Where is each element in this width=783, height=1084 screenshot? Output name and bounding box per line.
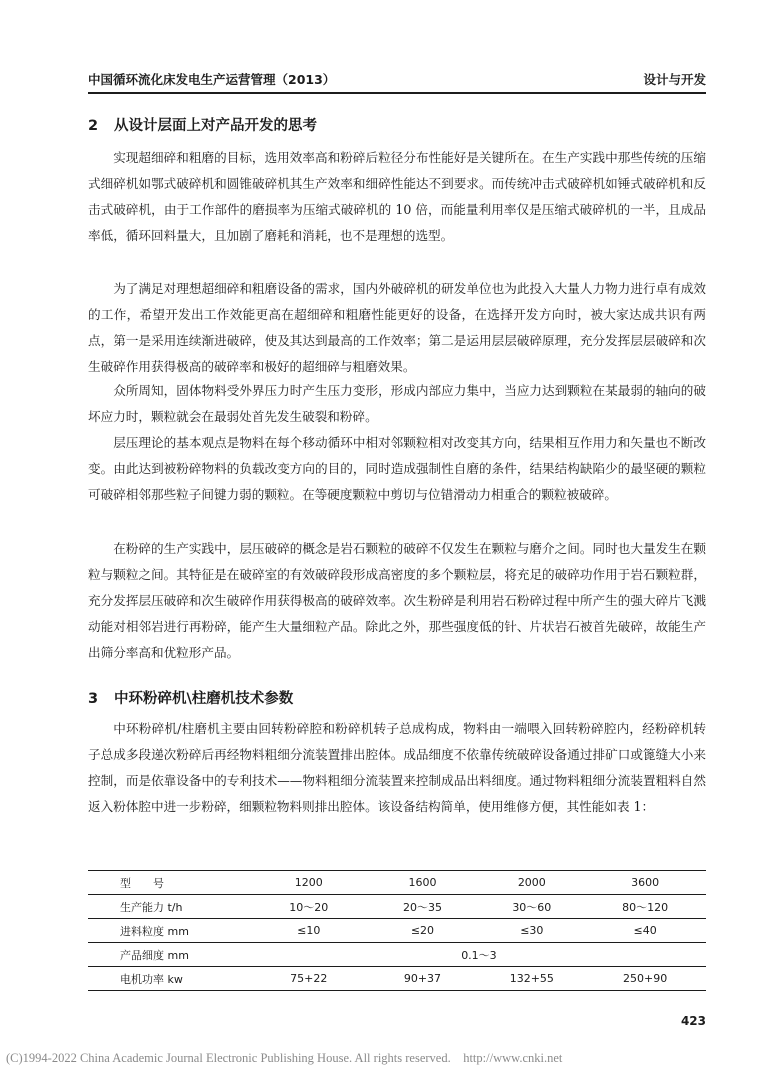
section-3-heading [88,687,293,708]
paragraph: 层压理论的基本观点是物料在每个移动循环中相对邻颗粒相对改变其方向，结果相互作用力和矢量也不断改变。由此达到被粉碎物料的负载改变方向的目的，同时造成强制性自磨的条件，结果结构缺陷少的最坚硬的颗粒可破碎相邻那些粒子间键力弱的颗粒。在等硬度颗粒中剪切与位错滑动力相重合的颗粒被破碎。 [88,435,706,502]
table-cell: ≤40 [584,919,706,943]
table-cell: 30～60 [479,895,584,919]
header-rule [88,92,706,94]
section-2-title: 从设计层面上对产品开发的思考 [114,118,317,134]
paragraph: 众所周知，固体物料受外界压力时产生压力变形，形成内部应力集中，当应力达到颗粒在某最弱的轴向的破坏应力时，颗粒就会在最弱处首先发生破裂和粉碎。 [88,383,706,424]
table-row [88,943,706,967]
table-row [88,919,706,943]
table-cell: 75+22 [252,967,366,991]
table-header-cell: 1600 [366,871,480,895]
table-header-row [88,871,706,895]
section-2-heading [88,114,317,135]
running-header [88,70,706,90]
column-title: 设计与开发 [643,72,706,87]
table-cell: 90+37 [366,967,480,991]
table-cell: 80～120 [584,895,706,919]
table-cell: 产品细度 mm [88,943,252,967]
paragraph: 为了满足对理想超细碎和粗磨设备的需求，国内外破碎机的研发单位也为此投入大量人力物力进行卓有成效的工作，希望开发出工作效能更高在超细碎和粗磨性能更好的设备，在选择开发方向时，被大家达成共识有两点，第一是采用连续渐进破碎，使及其达到最高的工作效率；第二是运用层层破碎原理，充分发挥层层破碎和次生破碎作用获得极高的破碎率和极好的超细碎与粗磨效果。 [88,281,706,374]
table-cell: 20～35 [366,895,480,919]
table-cell: ≤30 [479,919,584,943]
copyright-footer: (C)1994-2022 China Academic Journal Electronic Publishing House. All rights reserved. http://www.cnki.net [6,1051,563,1065]
table-cell-merged: 0.1～3 [252,943,706,967]
paragraph: 中环粉碎机/柱磨机主要由回转粉碎腔和粉碎机转子总成构成，物料由一端喂入回转粉碎腔内，经粉碎机转子总成多段递次粉碎后再经物料粗细分流装置排出腔体。成品细度不依靠传统破碎设备通过排矿口或篦缝大小来控制，而是依靠设备中的专利技术——物料粗细分流装置来控制成品出料细度。通过物料粗细分流装置粗料自然返入粉体腔中进一步粉碎，细颗粒物料则排出腔体。该设备结构简单，使用维修方便，其性能如表 1： [88,721,706,814]
table-cell: 10～20 [252,895,366,919]
table-header-cell: 1200 [252,871,366,895]
table-cell: 进料粒度 mm [88,919,252,943]
table-header-cell: 2000 [479,871,584,895]
table-header-cell: 型 号 [88,871,252,895]
table-cell: ≤20 [366,919,480,943]
paragraph: 在粉碎的生产实践中，层压破碎的概念是岩石颗粒的破碎不仅发生在颗粒与磨介之间。同时也大量发生在颗粒与颗粒之间。其特征是在破碎室的有效破碎段形成高密度的多个颗粒层，将充足的破碎功作用于岩石颗粒群，充分发挥层压破碎和次生破碎作用获得极高的破碎效率。次生粉碎是利用岩石粉碎过程中所产生的强大碎片飞溅动能对相邻岩进行再粉碎，能产生大量细粒产品。除此之外，那些强度低的针、片状岩石被首先破碎，故能生产出筛分率高和优粒形产品。 [88,541,706,660]
journal-title: 中国循环流化床发电生产运营管理（2013） [88,72,336,87]
table-row [88,895,706,919]
table-header-cell: 3600 [584,871,706,895]
table-cell: 250+90 [584,967,706,991]
table-cell: ≤10 [252,919,366,943]
table-cell: 生产能力 t/h [88,895,252,919]
section-2-number: 2 [88,118,99,134]
paragraph: 实现超细碎和粗磨的目标，选用效率高和粉碎后粒径分布性能好是关键所在。在生产实践中那些传统的压缩式细碎机如鄂式破碎机和圆锥破碎机其生产效率和细碎性能达不到要求。而传统冲击式破碎机如锤式破碎机和反击式破碎机，由于工作部件的磨损率为压缩式破碎机的 10 倍，而能量利用率仅是压缩式破碎机的一半，且成品率低，循环回料量大，且加剧了磨耗和消耗，也不是理想的选型。 [88,150,706,243]
specification-table [88,870,706,991]
table-row [88,967,706,991]
table-cell: 电机功率 kw [88,967,252,991]
table-cell: 132+55 [479,967,584,991]
section-3-number: 3 [88,691,99,707]
section-3-title: 中环粉碎机\柱磨机技术参数 [114,691,294,707]
page-number: 423 [680,1014,706,1028]
